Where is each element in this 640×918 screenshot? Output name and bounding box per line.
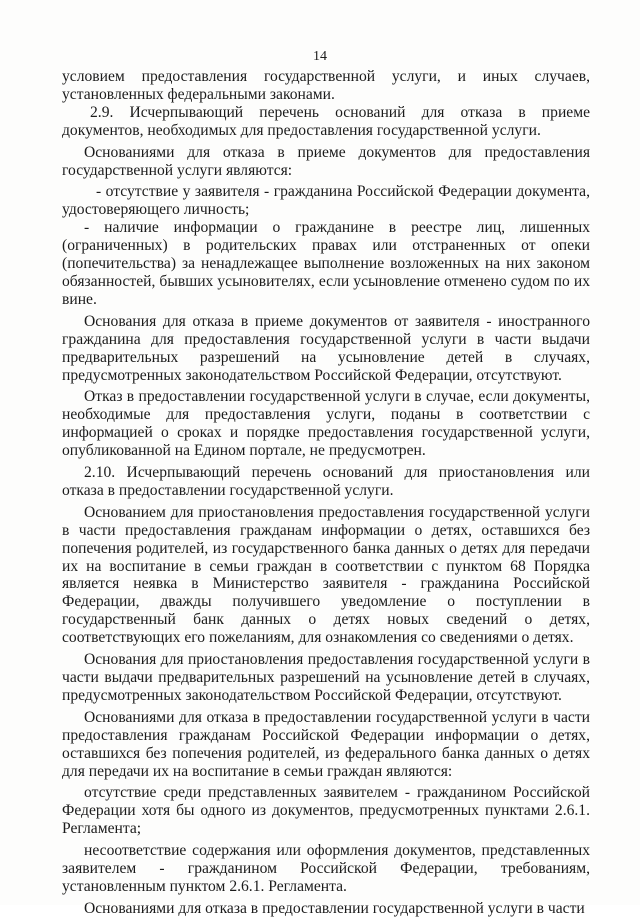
list-item-parental-rights-registry: - наличие информации о гражданине в реестре лиц, лишенных (ограниченных) в родительских правах или отстраненных от опеки (попечительства) за ненадлежащее выполнение возложенных на них законом обязанностей, бывших усыновителях, если усыновление отменено судом по их вине.: [62, 219, 590, 308]
paragraph-single-portal-refusal: Отказ в предоставлении государственной услуги в случае, если документы, необходимые для предоставления услуги, поданы в соответствии с информацией о сроках и порядке предоставления государственной услуги, опубликованной на Едином портале, не предусмотрен.: [62, 388, 590, 460]
paragraph-foreign-citizen-grounds: Основания для отказа в приеме документов от заявителя - иностранного гражданина для предоставления государственной услуги в части выдачи предварительных разрешений на усыновление детей в случаях, предусмотренных законодательством Российской Федерации, отсутствуют.: [62, 312, 590, 384]
section-2-9-heading: 2.9. Исчерпывающий перечень оснований для отказа в приеме документов, необходимых для предоставления государственной услуги.: [62, 103, 590, 139]
paragraph-refusal-grounds-continued: Основаниями для отказа в предоставлении государственной услуги в части: [84, 899, 585, 917]
list-item-missing-documents: отсутствие среди представленных заявителем - гражданином Российской Федерации хотя бы одного из документов, предусмотренных пунктами 2.6.1. Регламента;: [62, 784, 590, 838]
paragraph-suspension-preliminary-permits: Основания для приостановления предоставления государственной услуги в части выдачи предварительных разрешений на усыновление детей в случаях, предусмотренных законодательством Российской Федерации, отсутствуют.: [62, 651, 590, 704]
page-number: 14: [313, 49, 327, 64]
section-2-10-heading: 2.10. Исчерпывающий перечень оснований для приостановления или отказа в предоставлении государственной услуги.: [62, 464, 590, 499]
paragraph-refusal-federal-databank: Основаниями для отказа в предоставлении государственной услуги в части предоставления гражданам Российской Федерации информации о детях, оставшихся без попечения родителей, из федерального банка данных о детях для передачи их на воспитание в семьи граждан являются:: [62, 708, 590, 780]
list-item-no-identity-document: - отсутствие у заявителя - гражданина Российской Федерации документа, удостоверяющего личность;: [62, 183, 590, 219]
document-body: [62, 68, 590, 918]
paragraph-continuation: условием предоставления государственной услуги, и иных случаев, установленных федеральными законами.: [62, 68, 590, 103]
list-item-nonconforming-documents: несоответствие содержания или оформления документов, представленных заявителем - гражданином Российской Федерации, требованиям, установленным пунктом 2.6.1. Регламента.: [62, 842, 590, 895]
paragraph-suspension-grounds: Основанием для приостановления предоставления государственной услуги в части предоставления гражданам информации о детях, оставшихся без попечения родителей, из государственного банка данных о детях для передачи их на воспитание в семьи граждан в соответствии с пунктом 68 Порядка является неявка в Министерство заявителя - гражданина Российской Федерации, дважды получившего уведомление о поступлении в государственный банк данных о детях новых сведений о детях, соответствующих его пожеланиям, для ознакомления со сведениями о детях.: [62, 503, 590, 647]
paragraph-refusal-grounds-intro: Основаниями для отказа в приеме документов для предоставления государственной услуги являются:: [62, 143, 590, 179]
